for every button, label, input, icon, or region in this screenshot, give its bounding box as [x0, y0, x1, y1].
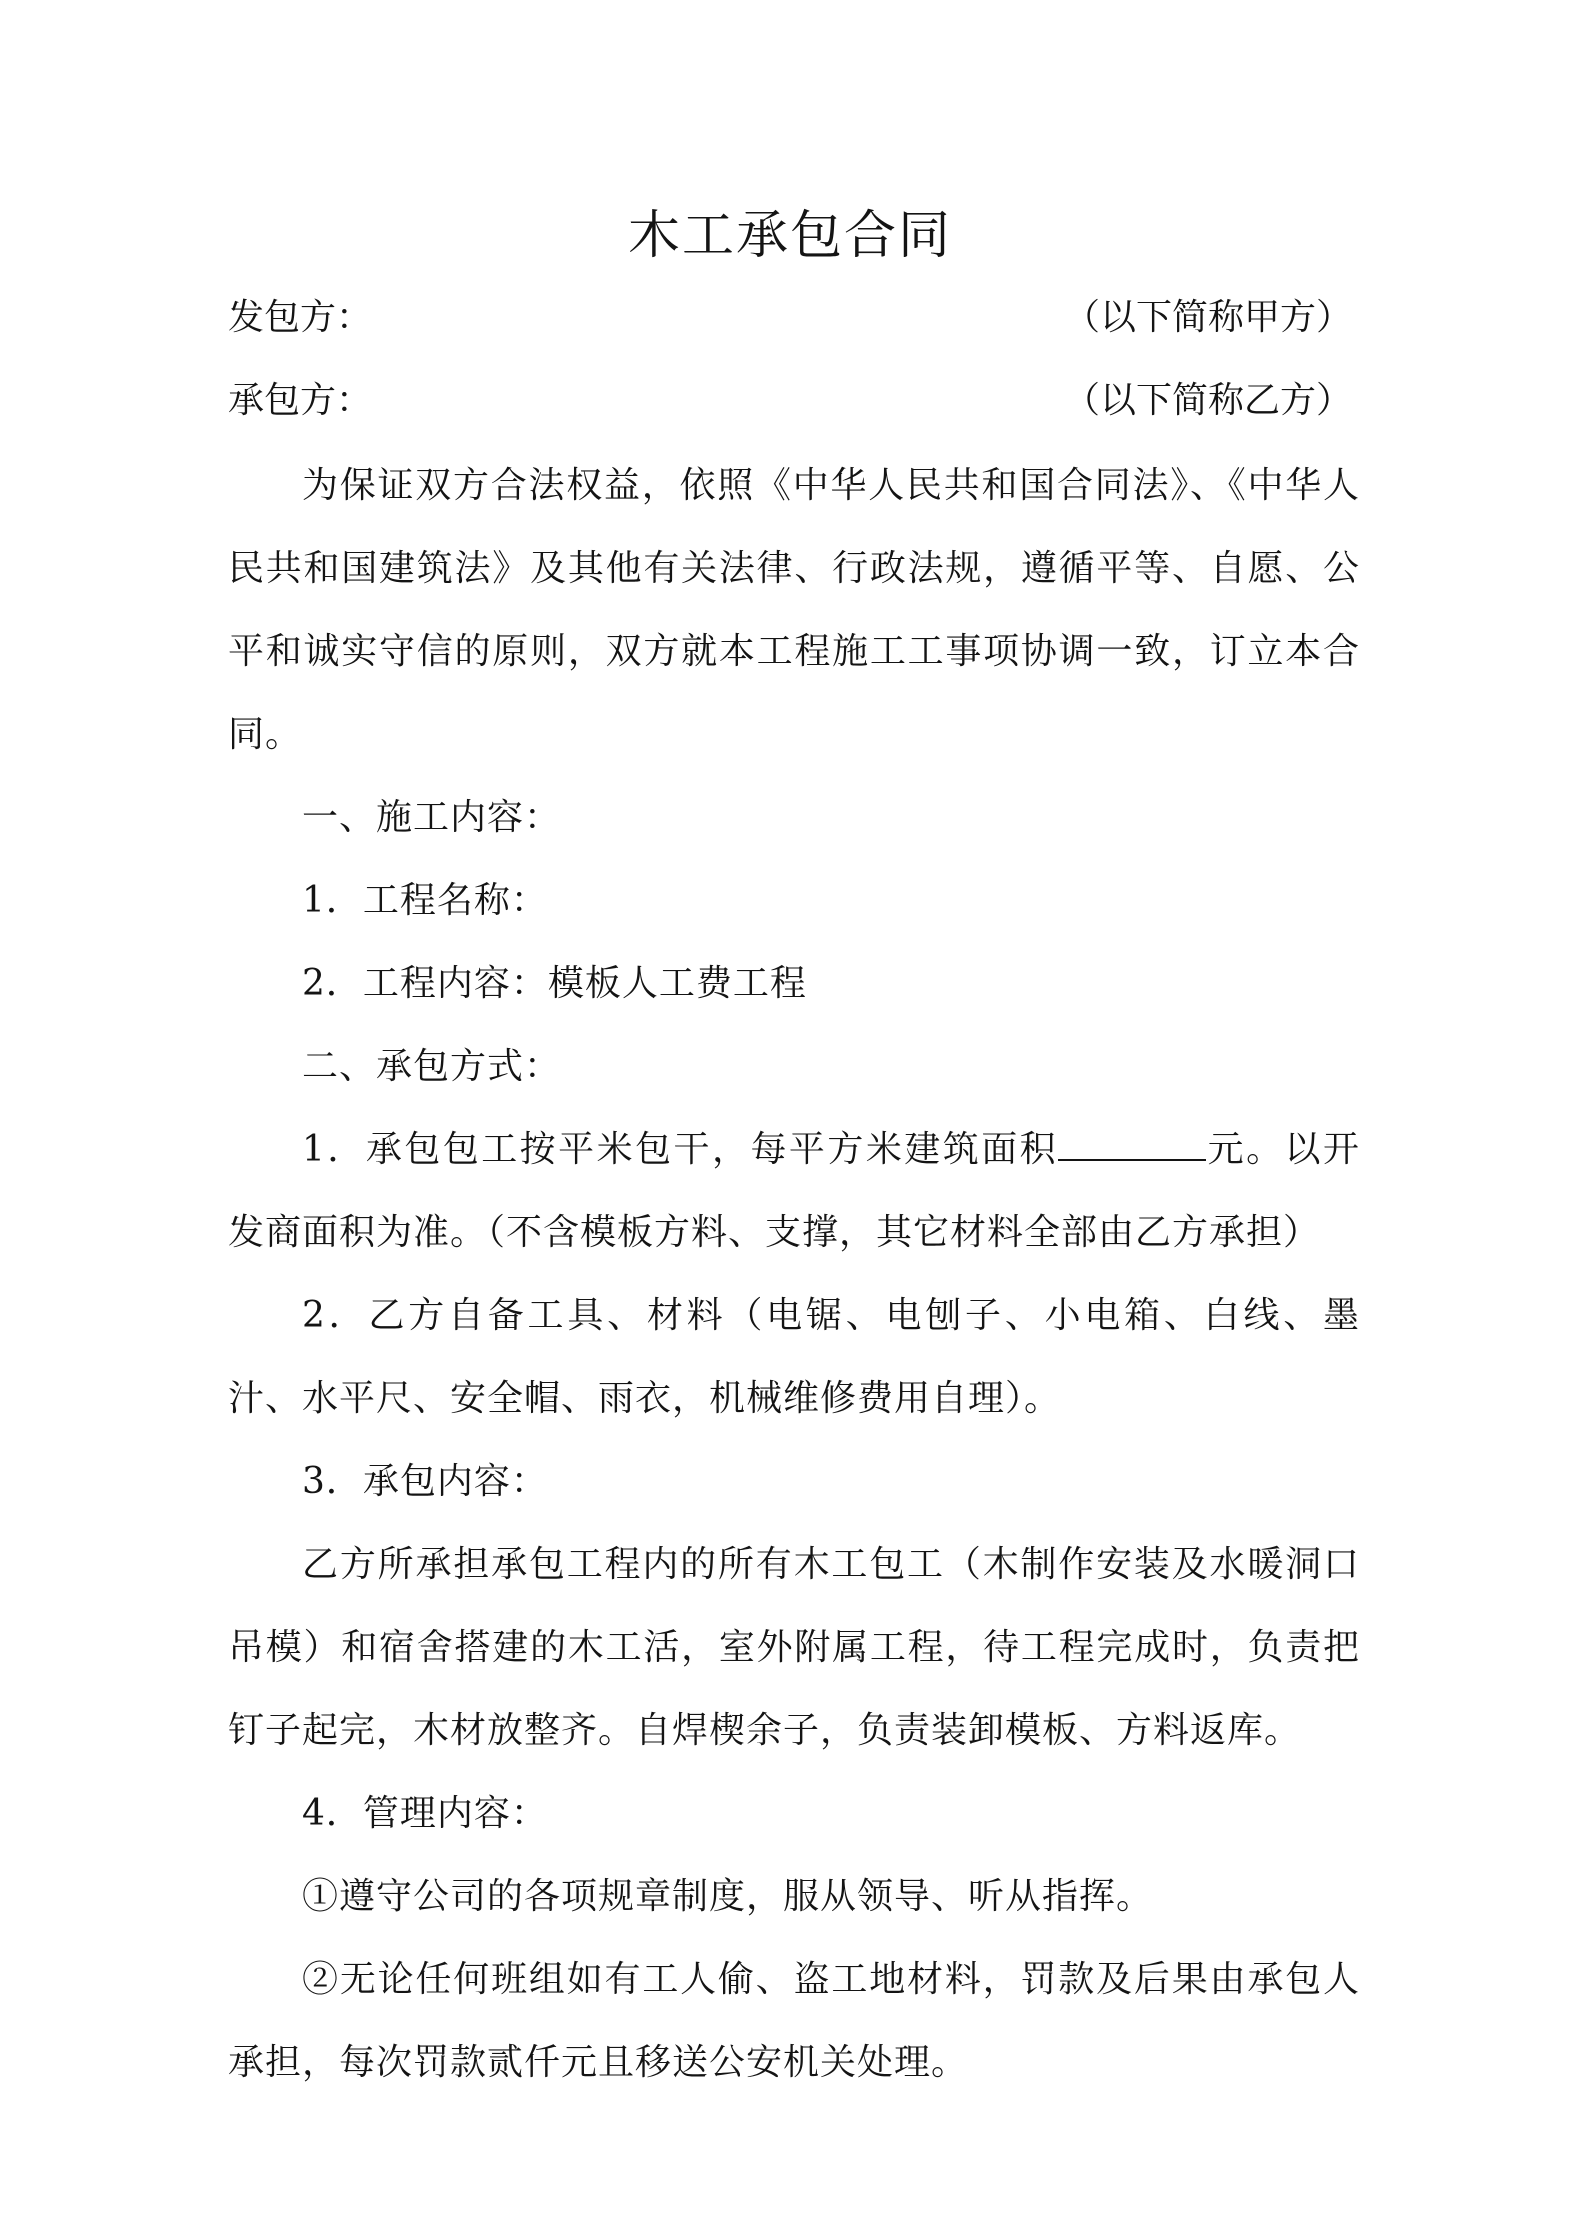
project-name-item: 1．工程名称：: [302, 880, 548, 921]
employer-line: [228, 283, 1352, 353]
document-title: 木工承包合同: [627, 206, 952, 266]
contract-body: [228, 444, 1360, 2104]
scope-paragraph: 乙方所承担承包工程内的所有木工包工（木制作安装及水暖洞口吊模）和宿舍搭建的木工活，室外附属工程，待工程完成时，负责把钉子起完，木材放整齐。自焊楔余子，负责装卸模板、方料返库。: [228, 1544, 1360, 1751]
section-1-heading: 一、施工内容：: [302, 797, 562, 838]
management-rule-2: ②无论任何班组如有工人偷、盗工地材料，罚款及后果由承包人承担，每次罚款贰仟元且移送公安机关处理。: [228, 1959, 1360, 2083]
management-rule-1: ①遵守公司的各项规章制度，服从领导、听从指挥。: [302, 1876, 1154, 1917]
management-heading-item: 4．管理内容：: [302, 1793, 548, 1834]
pricing-text-after: 元。以开发商面积为准。（不含模板方料、支撑，其它材料全部由乙方承担）: [228, 1129, 1360, 1253]
contractor-label: 承包方：: [228, 380, 373, 421]
section-2-heading: 二、承包方式：: [302, 1046, 562, 1087]
project-content-item: 2．工程内容：模板人工费工程: [302, 963, 807, 1004]
employer-note: （以下简称甲方）: [1063, 297, 1352, 338]
pricing-text-before: 1．承包包工按平米包干，每平方米建筑面积: [302, 1129, 1059, 1170]
contractor-note: （以下简称乙方）: [1063, 380, 1352, 421]
pricing-item: [228, 1108, 1360, 1274]
preamble-paragraph: 为保证双方合法权益，依照《中华人民共和国合同法》、《中华人民共和国建筑法》及其他有关法律、行政法规，遵循平等、自愿、公平和诚实守信的原则，双方就本工程施工工事项协调一致，订立本合同。: [228, 465, 1360, 755]
price-blank-line: [1058, 1129, 1206, 1161]
scope-heading-item: 3．承包内容：: [302, 1461, 548, 1502]
tools-item: 2．乙方自备工具、材料（电锯、电刨子、小电箱、白线、墨汁、水平尺、安全帽、雨衣，机械维修费用自理）。: [228, 1295, 1360, 1419]
contractor-line: [228, 366, 1352, 436]
employer-label: 发包方：: [228, 297, 373, 338]
